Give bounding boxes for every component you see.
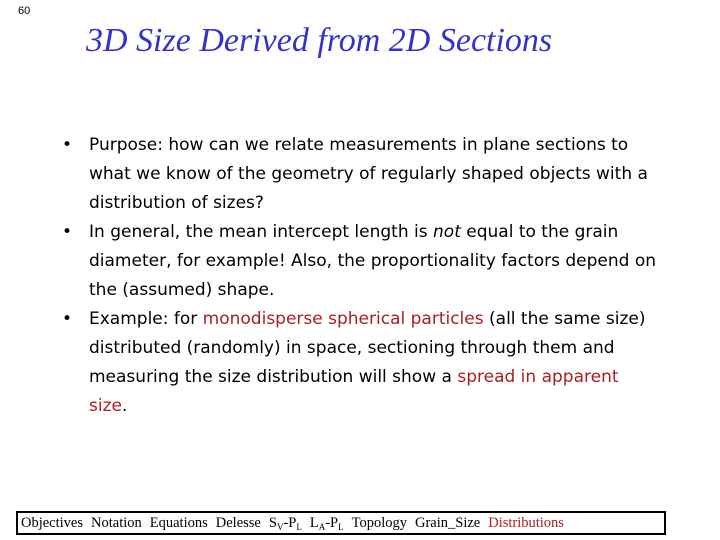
bullet-general-emphasis: not — [433, 222, 461, 242]
nav-la-sub2: L — [338, 521, 344, 532]
nav-la-l: L — [309, 514, 319, 531]
nav-link-delesse[interactable]: Delesse — [215, 514, 261, 531]
bullet-general-text-pre: In general, the mean intercept length is — [89, 222, 434, 242]
nav-la-sub: A — [318, 521, 326, 532]
bullet-dot-icon: • — [62, 222, 73, 242]
highlight-spread: spread in apparent size — [89, 367, 619, 416]
bullet-list — [58, 131, 658, 421]
nav-link-notation[interactable]: Notation — [91, 514, 142, 531]
nav-la-dash: -P — [325, 514, 339, 531]
nav-sv-s: S — [268, 514, 277, 531]
nav-link-objectives[interactable]: Objectives — [21, 514, 84, 531]
bullet-dot-icon: • — [62, 309, 73, 329]
nav-sv-sub: V — [276, 521, 284, 532]
nav-link-topology[interactable]: Topology — [351, 514, 407, 531]
slide-number: 60 — [18, 5, 31, 17]
bullet-purpose-text: Purpose: how can we relate measurements in plane sections to what we know of the geometry of regularly shaped objects with a distribution of sizes? — [89, 135, 648, 213]
nav-sv-dash: -P — [283, 514, 297, 531]
bullet-general — [58, 218, 658, 305]
bullet-example-text-pre: Example: for — [89, 309, 203, 329]
navigation-bar — [16, 511, 666, 535]
nav-link-sv-pl[interactable] — [269, 515, 302, 532]
nav-link-grain-size[interactable]: Grain_Size — [414, 514, 481, 531]
nav-sv-sub2: L — [296, 521, 302, 532]
bullet-dot-icon: • — [62, 135, 73, 155]
nav-link-equations[interactable]: Equations — [149, 514, 208, 531]
bullet-example — [58, 305, 658, 421]
bullet-example-text-post: . — [121, 396, 128, 416]
nav-link-distributions[interactable]: Distributions — [488, 514, 564, 531]
nav-link-la-pl[interactable] — [310, 515, 344, 532]
highlight-monodisperse: monodisperse spherical particles — [202, 309, 484, 329]
bullet-example-text-mid: (all the same size) distributed (randomly) in space, sectioning through them and measuring the size distribution will show a — [89, 309, 646, 387]
bullet-general-text-post: equal to the grain diameter, for example! Also, the proportionality factors depend on the (assumed) shape. — [89, 222, 657, 300]
slide-title: 3D Size Derived from 2D Sections — [86, 22, 553, 59]
bullet-purpose — [58, 131, 658, 218]
